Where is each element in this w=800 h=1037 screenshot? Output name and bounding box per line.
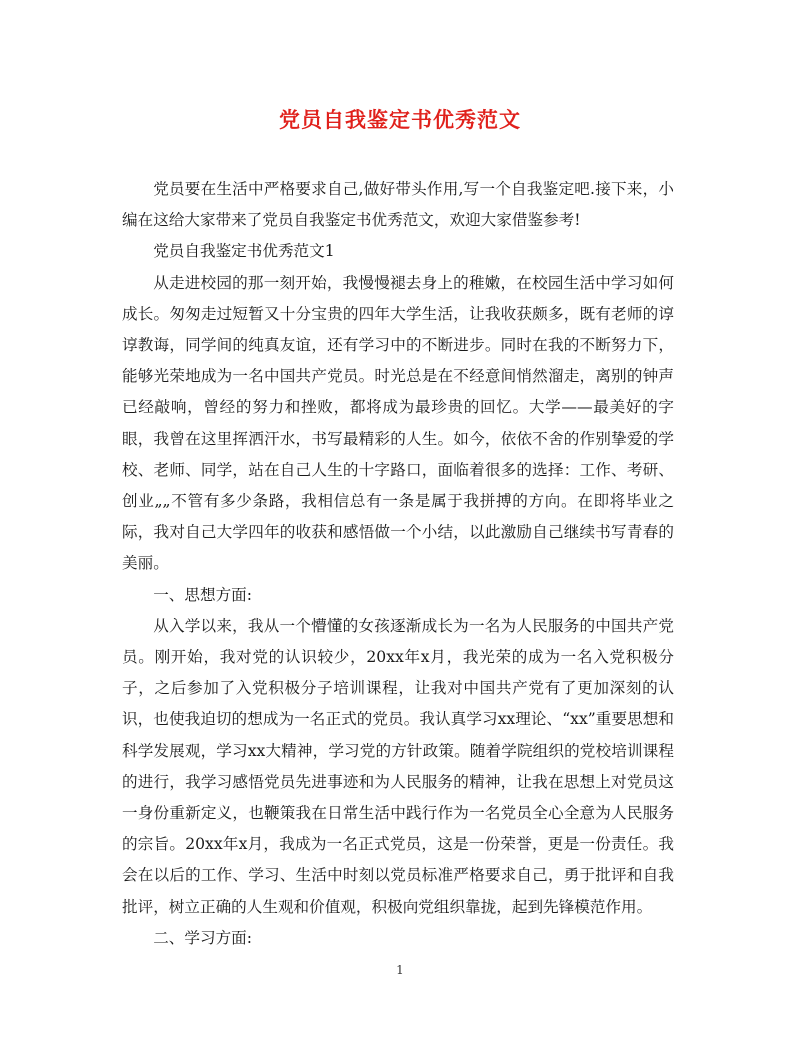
page-number: 1 [396, 963, 404, 977]
section-heading-study: 二、学习方面: [153, 928, 253, 947]
section-subtitle: 党员自我鉴定书优秀范文1 [153, 242, 335, 261]
intro-paragraph: 党员要在生活中严格要求自己,做好带头作用,写一个自我鉴定吧.接下来，小编在这给大家带来了党员自我鉴定书优秀范文，欢迎大家借鉴参考! [122, 180, 674, 230]
document-body [122, 174, 674, 954]
document-title: 党员自我鉴定书优秀范文 [279, 107, 521, 132]
body-paragraph: 从走进校园的那一刻开始，我慢慢褪去身上的稚嫩，在校园生活中学习如何成长。匆匆走过短暂又十分宝贵的四年大学生活，让我收获颇多，既有老师的谆谆教诲，同学间的纯真友谊，还有学习中的不断进步。同时在我的不断努力下，能够光荣地成为一名中国共产党员。时光总是在不经意间悄然溜走，离别的钟声已经敲响，曾经的努力和挫败，都将成为最珍贵的回忆。大学——最美好的字眼，我曾在这里挥洒汗水，书写最精彩的人生。如今，依依不舍的作别挚爱的学校、老师、同学，站在自己人生的十字路口，面临着很多的选择：工作、考研、创业„„不管有多少条路，我相信总有一条是属于我拼搏的方向。在即将毕业之际，我对自己大学四年的收获和感悟做一个小结，以此激励自己继续书写青春的美丽。 [122, 273, 674, 573]
body-paragraph: 从入学以来，我从一个懵懂的女孩逐渐成长为一名为人民服务的中国共产党员。刚开始，我对党的认识较少，20xx年x月，我光荣的成为一名入党积极分子，之后参加了入党积极分子培训课程，让我对中国共产党有了更加深刻的认识，也使我迫切的想成为一名正式的党员。我认真学习xx理论、“xx”重要思想和科学发展观，学习xx大精神，学习党的方针政策。随着学院组织的党校培训课程的进行，我学习感悟党员先进事迹和为人民服务的精神，让我在思想上对党员这一身份重新定义，也鞭策我在日常生活中践行作为一名党员全心全意为人民服务的宗旨。20xx年x月，我成为一名正式党员，这是一份荣誉，更是一份责任。我会在以后的工作、学习、生活中时刻以党员标准严格要求自己，勇于批评和自我批评，树立正确的人生观和价值观，积极向党组织靠拢，起到先锋模范作用。 [122, 616, 674, 916]
section-heading-thought: 一、思想方面: [153, 585, 253, 604]
